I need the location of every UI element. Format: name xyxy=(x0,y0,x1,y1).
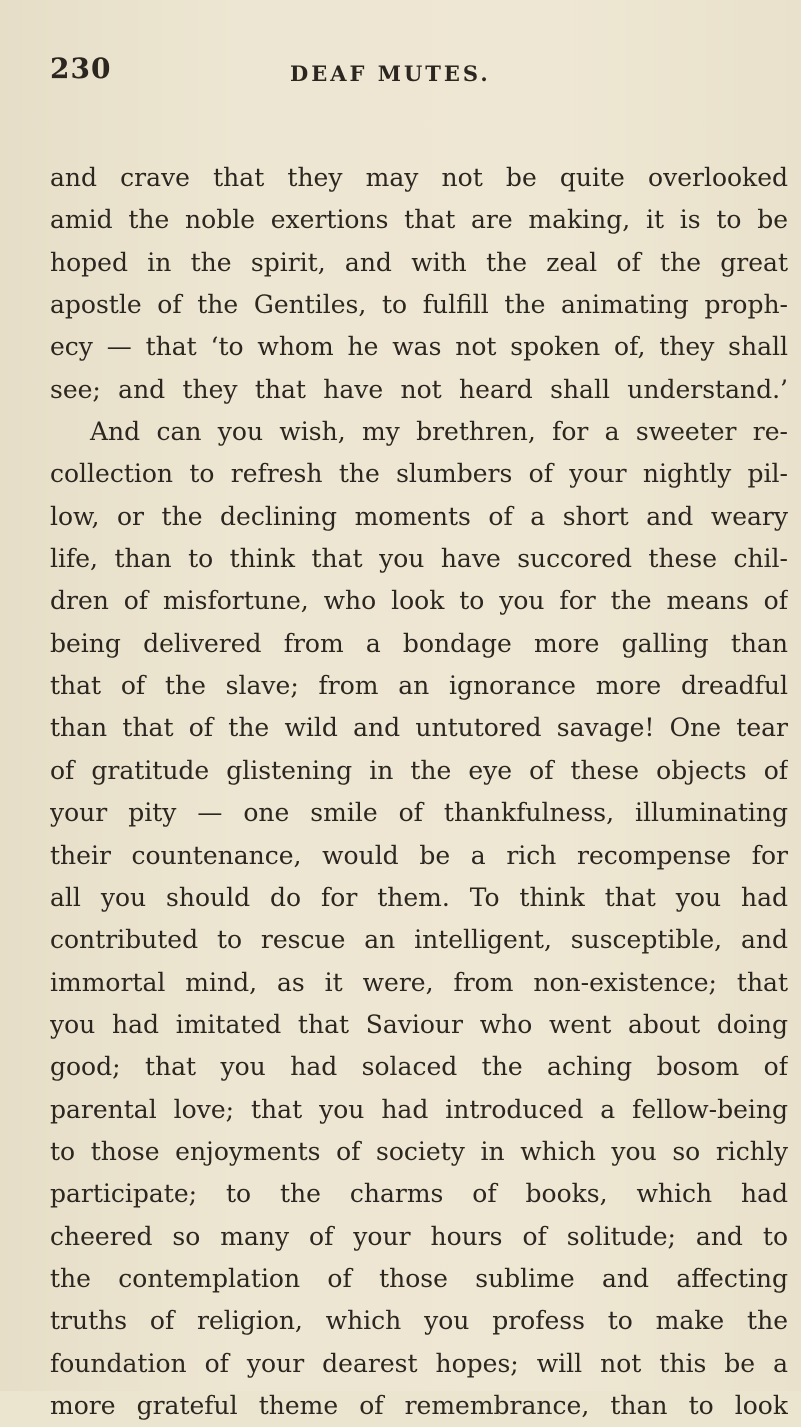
text-line: your pity — one smile of thankfulness, illuminating xyxy=(50,798,788,828)
text-line: ecy — that ‘to whom he was not spoken of, they shall xyxy=(50,332,788,362)
text-line: life, than to think that you have succored these chil- xyxy=(50,544,788,574)
text-line: good; that you had solaced the aching bosom of xyxy=(50,1052,788,1082)
text-line: the contemplation of those sublime and affecting xyxy=(50,1263,788,1293)
text-line: and crave that they may not be quite overlooked xyxy=(50,163,788,192)
text-line: cheered so many of your hours of solitude; and to xyxy=(50,1221,788,1251)
text-line: foundation of your dearest hopes; will not this be a xyxy=(50,1348,788,1378)
running-head xyxy=(50,52,790,92)
text-line: participate; to the charms of books, which had xyxy=(50,1179,788,1209)
text-line: dren of misfortune, who look to you for the means of xyxy=(50,586,788,616)
text-line: low, or the declining moments of a short and weary xyxy=(50,501,788,531)
text-line: parental love; that you had introduced a fellow-being xyxy=(50,1094,788,1124)
body-text xyxy=(50,157,788,1427)
text-line: see; and they that have not heard shall understand.’ xyxy=(50,374,788,404)
text-line: hoped in the spirit, and with the zeal of the great xyxy=(50,247,788,277)
text-line: collection to refresh the slumbers of your nightly pil- xyxy=(50,459,788,489)
text-line: being delivered from a bondage more galling than xyxy=(50,628,788,658)
running-title: DEAF MUTES. xyxy=(290,61,491,86)
text-line: amid the noble exertions that are making, it is to be xyxy=(50,205,788,235)
text-line: immortal mind, as it were, from non-existence; that xyxy=(50,967,788,997)
text-line: And can you wish, my brethren, for a sweeter re- xyxy=(90,417,788,447)
text-line: more grateful theme of remembrance, than to look xyxy=(50,1390,788,1420)
text-line: than that of the wild and untutored savage! One tear xyxy=(50,713,788,743)
text-line: their countenance, would be a rich recompense for xyxy=(50,840,788,870)
text-line: you had imitated that Saviour who went about doing xyxy=(50,1009,788,1039)
text-line: that of the slave; from an ignorance more dreadful xyxy=(50,671,788,701)
text-line: of gratitude glistening in the eye of these objects of xyxy=(50,755,788,785)
text-line: contributed to rescue an intelligent, susceptible, and xyxy=(50,925,788,955)
page-number: 230 xyxy=(50,52,112,85)
text-line: to those enjoyments of society in which you so richly xyxy=(50,1136,788,1166)
text-line: apostle of the Gentiles, to fulfill the animating proph- xyxy=(50,290,788,320)
text-line: truths of religion, which you profess to make the xyxy=(50,1306,788,1336)
text-line: all you should do for them. To think that you had xyxy=(50,882,788,912)
